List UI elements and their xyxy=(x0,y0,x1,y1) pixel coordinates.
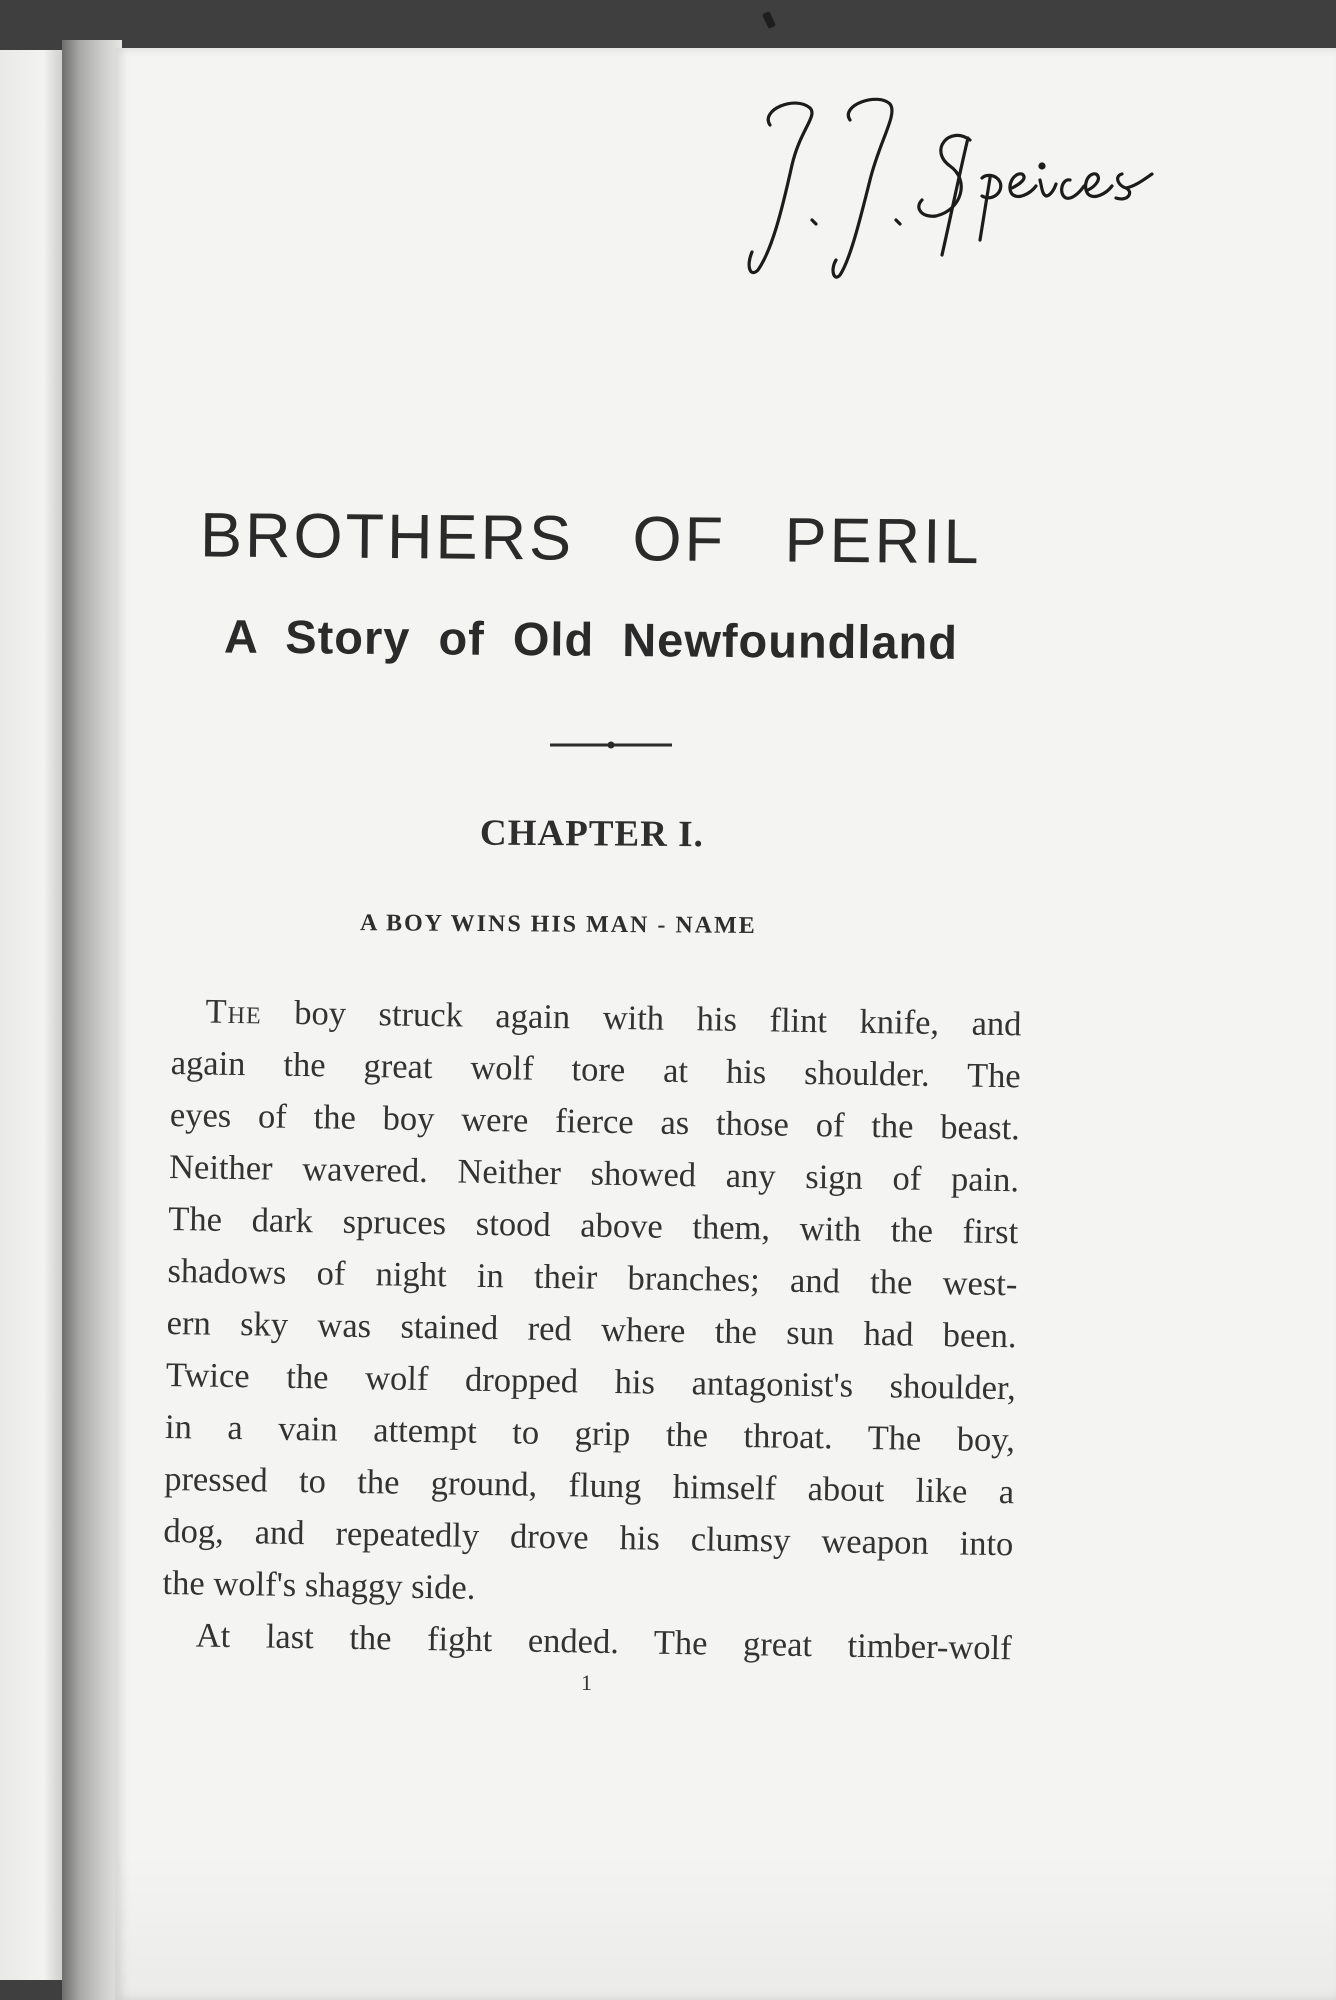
chapter-heading: CHAPTER I. xyxy=(479,812,704,856)
chapter-title: A BOY WINS HIS MAN - NAME xyxy=(359,910,757,939)
book-title: BROTHERS OF PERIL xyxy=(199,500,982,578)
page-number: 1 xyxy=(581,1670,592,1695)
drop-word: The xyxy=(205,992,262,1032)
text-line: eyes of the boy were fierce as those of the beast. xyxy=(169,1095,1021,1148)
dust-speck xyxy=(762,11,776,29)
text-line: Neither wavered. Neither showed any sign of pain. xyxy=(168,1147,1020,1200)
handwritten-signature xyxy=(700,70,1180,290)
chapter-body-text xyxy=(161,985,1022,1674)
line-text: boy struck again with his flint knife, and xyxy=(261,993,1022,1044)
text-line: the wolf's shaggy side. xyxy=(162,1563,476,1607)
text-line: shadows of night in their branches; and the west- xyxy=(167,1251,1018,1304)
left-page-edge xyxy=(0,50,62,1980)
text-line: again the great wolf tore at his shoulder. The xyxy=(170,1043,1021,1096)
text-line: At last the fight ended. The great timber-wolf xyxy=(195,1616,1012,1668)
book-gutter xyxy=(62,40,122,2000)
text-line: Twice the wolf dropped his antagonist's shoulder, xyxy=(165,1355,1017,1408)
text-line: pressed to the ground, flung himself about like a xyxy=(163,1459,1015,1512)
page-shading xyxy=(115,1850,1336,2000)
text-line: ern sky was stained red where the sun had been. xyxy=(166,1303,1017,1356)
book-subtitle: A Story of Old Newfoundland xyxy=(223,609,959,669)
text-line: in a vain attempt to grip the throat. The boy, xyxy=(164,1407,1016,1460)
text-line: The dark spruces stood above them, with the first xyxy=(168,1199,1019,1252)
ornamental-rule xyxy=(548,740,674,750)
text-line: dog, and repeatedly drove his clumsy weapon into xyxy=(163,1511,1014,1564)
